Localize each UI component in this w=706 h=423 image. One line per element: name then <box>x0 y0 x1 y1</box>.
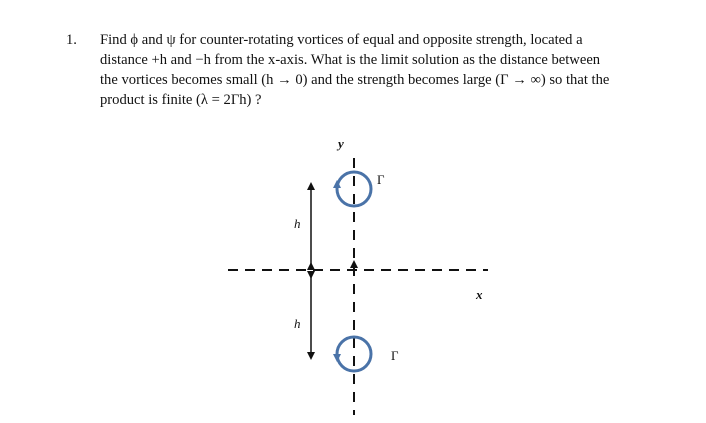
x-axis-label: x <box>476 287 483 302</box>
upper-distance-label: h <box>294 216 301 231</box>
problem-line-4: product is finite (λ = 2Γh) ? <box>100 92 262 108</box>
y-axis-label: y <box>338 136 344 151</box>
problem-line-2: distance +h and −h from the x-axis. What is the limit solution as the distance between <box>100 52 601 68</box>
problem-line-1: Find ϕ and ψ for counter-rotating vortices of equal and opposite strength, located a <box>100 32 583 48</box>
lower-vortex-label: Γ <box>391 348 399 363</box>
problem-line-3: the vortices becomes small (h → 0) and the strength becomes large (Γ → ∞) so that the <box>100 72 610 88</box>
problem-number: 1. <box>66 32 77 48</box>
lower-distance-label: h <box>294 316 301 331</box>
upper-vortex-label: Γ <box>377 172 385 187</box>
